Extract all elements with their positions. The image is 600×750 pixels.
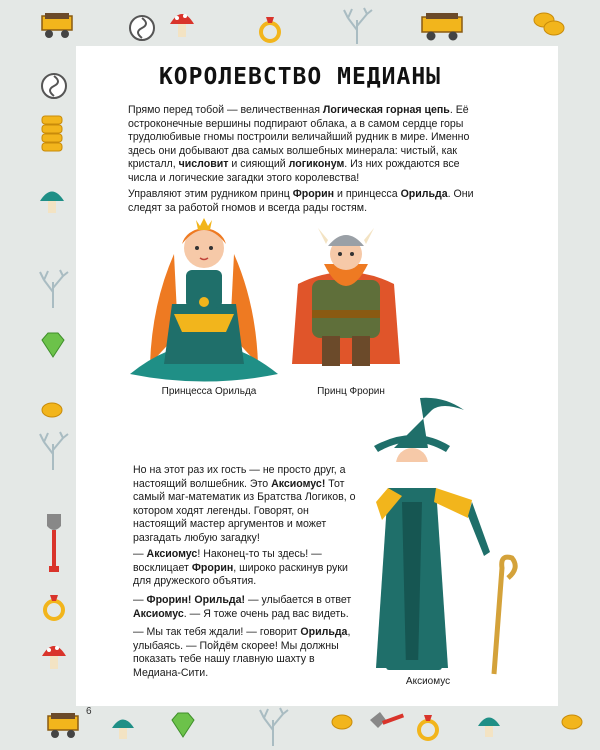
gem-icon [38,330,68,360]
ring-icon [40,592,68,622]
ring-icon [256,14,284,44]
caption-prince: Принц Фрорин [317,386,385,397]
dialog-paragraph-1: — Аксиомус! Наконец-то ты здесь! — восклицает Фрорин, широко раскинув руки для дружеского объятия. [133,548,348,588]
rulers-paragraph: Управляют этим рудником принц Фрорин и принцесса Орильда. Они следят за работой гномов и всегда рады гостям. [128,188,474,214]
mushroom-icon [38,186,66,216]
coin-stack-icon [532,10,566,38]
gem-icon [168,710,198,740]
coral-icon [256,706,290,746]
coin-stack-icon [40,112,64,156]
page-number: 6 [86,706,92,717]
page-title: КОРОЛЕВСТВО МЕДИАНЫ [158,64,442,90]
shovel-icon [44,512,64,576]
wizard-illustration [372,392,528,678]
coral-icon [36,268,70,308]
prince-illustration [284,224,408,376]
princess-illustration [122,214,286,382]
coin-stack-icon [560,712,584,732]
dialog-paragraph-2: — Фрорин! Орильда! — улыбается в ответ Аксиомус. — Я тоже очень рад вас видеть. [133,594,352,620]
guest-paragraph: Но на этот раз их гость — не просто друг, а настоящий волшебник. Это Аксиомус! Тот самый маг-математик из Братства Логиков, о котором ходят легенды. Говорят, он настоящий мастер аргументов и может разгадать любую загадку! [133,464,356,544]
mushroom-icon [110,714,136,742]
shovel-icon [368,708,408,738]
coin-stack-icon [40,400,64,420]
vortex-icon [128,14,156,42]
mine-cart-icon [420,12,464,42]
mushroom-icon [40,640,68,672]
caption-wizard: Аксиомус [405,676,451,687]
coral-icon [36,430,70,470]
intro-paragraph: Прямо перед тобой — величественная Логическая горная цепь. Её остроконечные вершины подпирают облака, а в самом сердце горы трудолюбивые гномы построили величайший рудник в мире. Именно здесь они добывают два самых волшебных минерала: чистый, как кристалл, числовит и сияющий логиконум. Из них рождаются все числа и логические загадки этого королевства! [128,104,470,184]
mushroom-icon [476,712,502,740]
mushroom-icon [168,8,196,40]
coral-icon [340,6,374,44]
dialog-paragraph-3: — Мы так тебя ждали! — говорит Орильда, улыбаясь. — Пойдём скорее! Мы должны показать тебе нашу главную шахту в Медиана-Сити. [133,626,351,679]
mine-cart-icon [46,712,80,740]
term-chislovit: числовит [178,158,229,171]
coin-stack-icon [330,712,354,732]
ring-icon [414,712,442,742]
mine-cart-icon [40,12,74,40]
term-logikonum: логиконум [288,158,345,171]
caption-princess: Принцесса Орильда [161,386,257,397]
term-logic-range: Логическая горная цепь [322,104,450,116]
